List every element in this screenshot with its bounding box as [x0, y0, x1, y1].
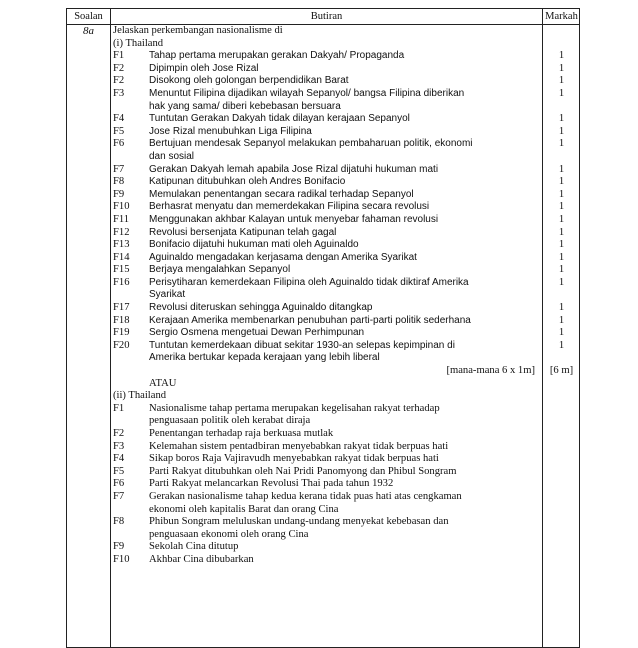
answer-row [111, 75, 541, 88]
fact-text: Syarikat [149, 289, 186, 301]
answer-row [111, 214, 541, 227]
fact-code: F14 [113, 251, 130, 263]
fact-text: Parti Rakyat melancarkan Revolusi Thai pada tahun 1932 [149, 478, 394, 490]
mark-value [543, 415, 580, 428]
mark-value: 1 [558, 125, 565, 137]
answer-row [111, 466, 541, 479]
mark-value [543, 466, 580, 479]
answer-row [111, 189, 541, 202]
fact-code: F13 [113, 239, 130, 251]
answer-row [111, 227, 541, 240]
header-soalan: Soalan [74, 11, 103, 22]
fact-code: F1 [113, 402, 125, 414]
fact-code: F10 [113, 553, 130, 565]
mark-value [543, 352, 580, 365]
answer-row [111, 365, 541, 378]
mark-value [543, 453, 580, 466]
fact-code: F6 [113, 478, 125, 490]
fact-code: F5 [113, 125, 125, 137]
fact-code: F17 [113, 302, 130, 314]
fact-code: F9 [113, 188, 125, 200]
answer-row [111, 441, 541, 454]
fact-text: Aguinaldo mengadakan kerjasama dengan Amerika Syarikat [149, 251, 417, 263]
fact-text: Dipimpin oleh Jose Rizal [149, 62, 259, 74]
answer-row [111, 478, 541, 491]
mark-value [543, 38, 580, 51]
mark-value: 1 [558, 264, 565, 276]
answer-row [111, 164, 541, 177]
fact-text: Tuntutan kemerdekaan dibuat sekitar 1930-an selepas kepimpinan di [149, 339, 455, 351]
mark-value: 1 [558, 75, 565, 87]
fact-text: Katipunan ditubuhkan oleh Andres Bonifacio [149, 176, 346, 188]
answer-row [111, 541, 541, 554]
fact-code: F3 [113, 87, 125, 99]
fact-text: Amerika bertukar kepada kerajaan yang lebih liberal [149, 352, 380, 364]
mark-value: 1 [558, 176, 565, 188]
answer-row [111, 289, 541, 302]
atau-label: ATAU [149, 377, 177, 389]
fact-text: Nasionalisme tahap pertama merupakan kegelisahan rakyat terhadap [149, 402, 440, 414]
mark-value: 1 [558, 50, 565, 62]
fact-text: Kelemahan sistem pentadbiran menyebabkan rakyat tidak berpuas hati [149, 440, 449, 452]
answer-row [111, 201, 541, 214]
fact-text: Perisytiharan kemerdekaan Filipina oleh Aguinaldo tidak diktiraf Amerika [149, 276, 469, 288]
answer-row [111, 352, 541, 365]
fact-code: F8 [113, 516, 125, 528]
header-markah: Markah [545, 11, 578, 22]
fact-text: Tahap pertama merupakan gerakan Dakyah/ Propaganda [149, 50, 405, 62]
fact-code: F11 [113, 213, 130, 225]
answer-row [111, 113, 541, 126]
fact-text: Memulakan penentangan secara radikal terhadap Sepanyol [149, 188, 414, 200]
mark-value [543, 403, 580, 416]
fact-code: F19 [113, 327, 130, 339]
mark-value [543, 428, 580, 441]
mark-value: 1 [558, 276, 565, 288]
fact-text: Disokong oleh golongan berpendidikan Barat [149, 75, 349, 87]
fact-code: F2 [113, 75, 125, 87]
row-text: (i) Thailand [113, 37, 164, 49]
answer-row [111, 554, 541, 567]
marks-column [543, 25, 580, 567]
fact-text: Parti Rakyat ditubuhkan oleh Nai Pridi Panomyong dan Phibul Songram [149, 465, 457, 477]
fact-text: Jose Rizal menubuhkan Liga Filipina [149, 125, 312, 137]
mark-value [543, 504, 580, 517]
fact-text: Sergio Osmena mengetuai Dewan Perhimpunan [149, 327, 365, 339]
mark-value: 1 [558, 113, 565, 125]
answer-row [111, 340, 541, 353]
fact-text: Revolusi bersenjata Katipunan telah gagal [149, 226, 337, 238]
answer-row [111, 25, 541, 38]
mark-value [543, 554, 580, 567]
mark-rule: [mana-mana 6 x 1m] [446, 365, 535, 377]
header-butiran: Butiran [310, 11, 343, 22]
fact-text: Revolusi diteruskan sehingga Aguinaldo ditangkap [149, 302, 373, 314]
mark-value: 1 [558, 339, 565, 351]
fact-text: Gerakan nasionalisme tahap kedua kerana tidak puas hati atas cengkaman [149, 490, 462, 502]
answer-row [111, 504, 541, 517]
fact-text: Menuntut Filipina dijadikan wilayah Sepanyol/ bangsa Filipina diberikan [149, 87, 465, 99]
fact-code: F16 [113, 276, 130, 288]
mark-value [543, 151, 580, 164]
mark-value [543, 378, 580, 391]
fact-code: F6 [113, 138, 125, 150]
mark-value [543, 441, 580, 454]
fact-text: dan sosial [149, 150, 195, 162]
fact-code: F9 [113, 541, 125, 553]
fact-code: F2 [113, 62, 125, 74]
fact-code: F4 [113, 453, 125, 465]
fact-text: Gerakan Dakyah lemah apabila Jose Rizal dijatuhi hukuman mati [149, 163, 439, 175]
mark-value [543, 541, 580, 554]
fact-text: Sekolah Cina ditutup [149, 541, 239, 553]
fact-text: Kerajaan Amerika membenarkan penubuhan parti-parti politik sederhana [149, 314, 471, 326]
mark-value: [6 m] [549, 365, 574, 377]
mark-value: 1 [558, 201, 565, 213]
fact-code: F5 [113, 465, 125, 477]
fact-code: F8 [113, 176, 125, 188]
answer-row [111, 315, 541, 328]
mark-value: 1 [558, 251, 565, 263]
answer-row [111, 239, 541, 252]
answer-row [111, 390, 541, 403]
answer-row [111, 327, 541, 340]
answer-row [111, 264, 541, 277]
mark-value [543, 478, 580, 491]
fact-text: Bonifacio dijatuhi hukuman mati oleh Aguinaldo [149, 239, 359, 251]
mark-value [543, 25, 580, 38]
mark-value: 1 [558, 314, 565, 326]
fact-code: F4 [113, 113, 125, 125]
answer-row [111, 176, 541, 189]
fact-text: penguasaan ekonomi oleh orang Cina [149, 528, 309, 540]
fact-code: F2 [113, 428, 125, 439]
fact-text: Menggunakan akhbar Kalayan untuk menyebar fahaman revolusi [149, 213, 439, 225]
mark-value [543, 101, 580, 114]
mark-value: 1 [558, 138, 565, 150]
mark-value [543, 516, 580, 529]
mark-value [543, 491, 580, 504]
answer-row [111, 38, 541, 51]
mark-value: 1 [558, 226, 565, 238]
answer-row [111, 428, 541, 441]
fact-code: F7 [113, 163, 125, 175]
fact-text: Penentangan terhadap raja berkuasa mutlak [149, 428, 334, 439]
mark-value: 1 [558, 87, 565, 99]
mark-value: 1 [558, 188, 565, 200]
answer-row [111, 378, 541, 391]
answer-row [111, 50, 541, 63]
fact-code: F12 [113, 226, 130, 238]
fact-text: Tuntutan Gerakan Dakyah tidak dilayan kerajaan Sepanyol [149, 113, 410, 125]
fact-text: Akhbar Cina dibubarkan [149, 553, 254, 565]
question-number: 8a [83, 25, 94, 37]
fact-code: F18 [113, 314, 130, 326]
answer-row [111, 302, 541, 315]
fact-text: hak yang sama/ diberi kebebasan bersuara [149, 100, 341, 112]
fact-code: F1 [113, 50, 125, 62]
fact-text: Phibun Songram meluluskan undang-undang menyekat kebebasan dan [149, 516, 449, 528]
mark-value: 1 [558, 213, 565, 225]
mark-value: 1 [558, 302, 565, 314]
fact-code: F15 [113, 264, 130, 276]
answer-row [111, 252, 541, 265]
row-text: (ii) Thailand [113, 390, 167, 402]
mark-value: 1 [558, 163, 565, 175]
mark-value: 1 [558, 239, 565, 251]
fact-code: F20 [113, 339, 130, 351]
fact-text: penguasaan politik oleh kerabat diraja [149, 415, 311, 427]
answer-row [111, 403, 541, 416]
mark-value: 1 [558, 62, 565, 74]
fact-text: ekonomi oleh kapitalis Barat dan orang Cina [149, 503, 339, 515]
answer-row [111, 491, 541, 504]
mark-value: 1 [558, 327, 565, 339]
fact-text: Berjaya mengalahkan Sepanyol [149, 264, 291, 276]
answer-row [111, 63, 541, 76]
answer-row [111, 277, 541, 290]
answer-row [111, 516, 541, 529]
answer-row [111, 138, 541, 151]
mark-value [543, 289, 580, 302]
answer-row [111, 529, 541, 542]
mark-value [543, 390, 580, 403]
answer-row [111, 453, 541, 466]
row-text: Jelaskan perkembangan nasionalisme di [113, 25, 283, 36]
fact-text: Berhasrat menyatu dan memerdekakan Filipina secara revolusi [149, 201, 430, 213]
answer-row [111, 101, 541, 114]
mark-value [543, 529, 580, 542]
fact-code: F3 [113, 440, 125, 452]
fact-code: F10 [113, 201, 130, 213]
answer-row [111, 88, 541, 101]
fact-text: Sikap boros Raja Vajiravudh menyebabkan rakyat tidak berpuas hati [149, 453, 439, 465]
answer-row [111, 126, 541, 139]
fact-text: Bertujuan mendesak Sepanyol melakukan pembaharuan politik, ekonomi [149, 138, 473, 150]
answer-content [111, 25, 541, 567]
answer-row [111, 151, 541, 164]
marking-scheme-table [66, 8, 580, 648]
answer-row [111, 415, 541, 428]
fact-code: F7 [113, 490, 125, 502]
